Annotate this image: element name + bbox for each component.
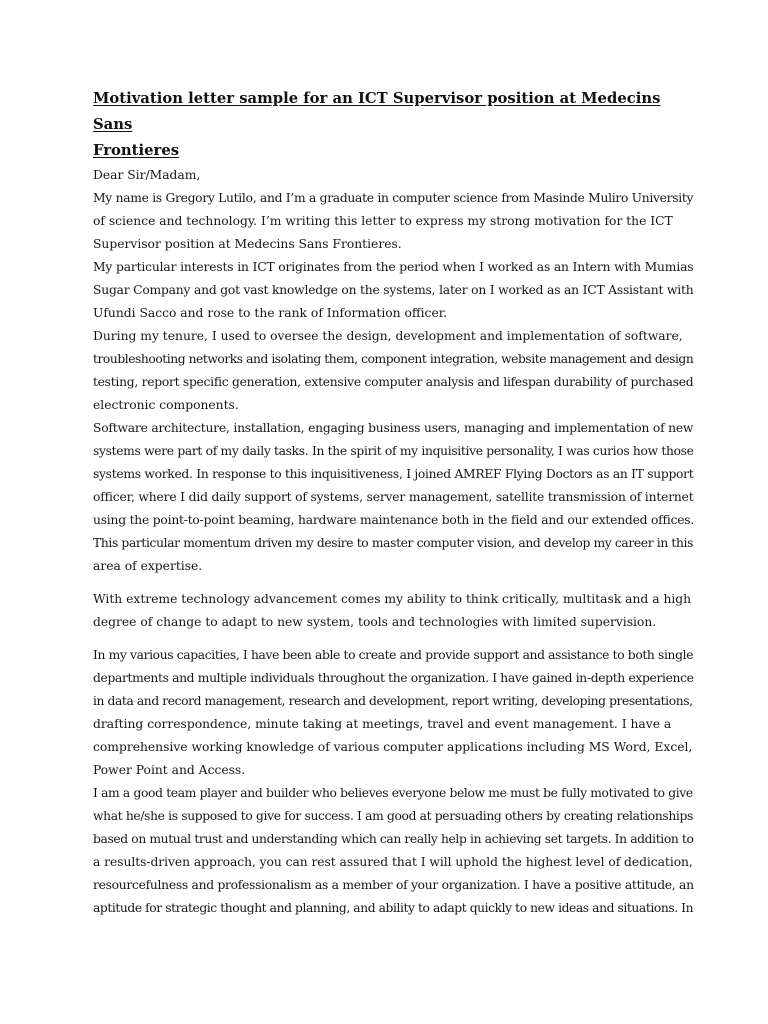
text-line: Ufundi Sacco and rose to the rank of Information officer. (93, 306, 448, 320)
letter-body (93, 164, 693, 920)
paragraph-gap (93, 578, 693, 588)
text-line: using the point-to-point beaming, hardware maintenance both in the field and our extended offices. (93, 513, 695, 527)
text-line: My name is Gregory Lutilo, and I’m a graduate in computer science from Masinde Muliro University (93, 191, 694, 205)
text-line: troubleshooting networks and isolating them, component integration, website management and design (93, 352, 694, 366)
text-line: drafting correspondence, minute taking at meetings, travel and event management. I have a (93, 717, 672, 731)
title-line: Motivation letter sample for an ICT Supervisor position at Medecins Sans (93, 90, 661, 133)
text-line: resourcefulness and professionalism as a member of your organization. I have a positive attitude, an (93, 878, 694, 892)
text-line: degree of change to adapt to new system, tools and technologies with limited supervision. (93, 615, 657, 629)
text-line: Supervisor position at Medecins Sans Frontieres. (93, 237, 402, 251)
text-line: Software architecture, installation, engaging business users, managing and implementation of new (93, 421, 694, 435)
text-line: Power Point and Access. (93, 763, 246, 777)
text-line: comprehensive working knowledge of various computer applications including MS Word, Excel, (93, 740, 693, 754)
text-line: departments and multiple individuals throughout the organization. I have gained in-depth experience (93, 671, 694, 685)
text-line: of science and technology. I’m writing this letter to express my strong motivation for the ICT (93, 214, 673, 228)
text-line: Dear Sir/Madam, (93, 168, 201, 182)
text-line: what he/she is supposed to give for success. I am good at persuading others by creating relationships (93, 809, 693, 823)
text-line: This particular momentum driven my desire to master computer vision, and develop my career in this (93, 536, 694, 550)
text-line: systems were part of my daily tasks. In the spirit of my inquisitive personality, I was curios how those (93, 444, 694, 458)
paragraph-gap (93, 634, 693, 644)
text-line: In my various capacities, I have been able to create and provide support and assistance to both single (93, 648, 694, 662)
text-line: My particular interests in ICT originates from the period when I worked as an Intern with Mumias (93, 260, 694, 274)
text-line: During my tenure, I used to oversee the design, development and implementation of software, (93, 329, 683, 343)
text-line: I am a good team player and builder who believes everyone below me must be fully motivated to give (93, 786, 693, 800)
text-line: electronic components. (93, 398, 239, 412)
document-title (93, 86, 693, 164)
title-line: Frontieres (93, 142, 180, 159)
text-line: aptitude for strategic thought and planning, and ability to adapt quickly to new ideas and situations. In (93, 901, 694, 915)
text-line: area of expertise. (93, 559, 203, 573)
text-line: systems worked. In response to this inquisitiveness, I joined AMREF Flying Doctors as an IT support (93, 467, 694, 481)
text-line: Sugar Company and got vast knowledge on the systems, later on I worked as an ICT Assistant with (93, 283, 694, 297)
text-line: testing, report specific generation, extensive computer analysis and lifespan durability of purchased (93, 375, 694, 389)
text-line: With extreme technology advancement comes my ability to think critically, multitask and a high (93, 592, 692, 606)
text-line: a results-driven approach, you can rest assured that I will uphold the highest level of dedication, (93, 855, 693, 869)
text-line: in data and record management, research and development, report writing, developing presentations, (93, 694, 693, 708)
text-line: based on mutual trust and understanding which can really help in achieving set targets. In addition to (93, 832, 694, 846)
text-line: officer, where I did daily support of systems, server management, satellite transmission of internet (93, 490, 694, 504)
